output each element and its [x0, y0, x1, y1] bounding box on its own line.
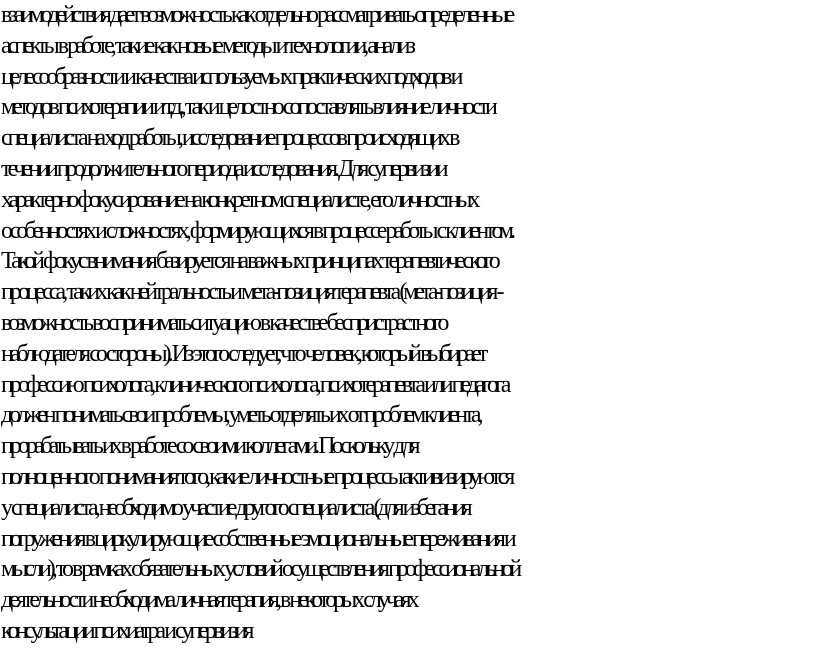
text-line: консультации психиатра и супервизия [1, 617, 251, 644]
text-line: взаимодействия дает возможность как отдельно рассматривать определенные [1, 2, 512, 28]
text-line: аспекты в работе, такие как новые методы и технологии, анализ [1, 32, 412, 59]
text-line: характерно фокусирование на конкретном специалисте, его личностных [1, 186, 477, 213]
text-line: полноценного понимания того, какие личностные процессы активизируются [1, 463, 512, 490]
text-line: течении продолжительного периода исследования. Для супервизии [1, 155, 445, 182]
text-line: наблюдателя со стороны). Из этого следует, что человек, который выбирает [1, 340, 485, 367]
text-line: профессию психолога, клинического психолога, психотерапевта или педагога [1, 371, 508, 398]
text-line: деятельности необходима личная терапия, в некоторых случаях [1, 587, 416, 614]
text-line: Такой фокус внимания базируется на важных принципах терапевтического [1, 248, 497, 275]
text-line: процесса, таких как нейтральность и мета-позиция терапевта (мета-позиция - [1, 279, 501, 306]
text-line: погружения в циркулирующие собственные эмоциональные переживания и [1, 525, 513, 552]
text-line: возможность воспринимать ситуацию в качестве беспристрастного [1, 309, 446, 336]
text-line: мысли), то в рамках обязательных условий осуществления профессиональной [1, 556, 519, 583]
text-line: методов психотерапии и т.д., так и целостно сопоставлять влияние личности [1, 94, 494, 121]
text-line: специалиста на ход работы, исследование процессов происходящих в [1, 125, 457, 152]
text-line: прорабатывать их в работе со своими коллегами. Поскольку для [1, 433, 417, 460]
text-line: особенностях и сложностях, формирующихся в процессе работы с клиентом. [1, 217, 513, 244]
body-paragraph [1, 0, 816, 647]
text-line: целесообразности и качества используемых практических подходов и [1, 63, 460, 90]
text-line: у специалиста, необходимо участие другого специалиста (для избегания [1, 494, 469, 521]
text-line: должен понимать свои проблемы, уметь отделять их от проблем клиента, [1, 402, 480, 429]
